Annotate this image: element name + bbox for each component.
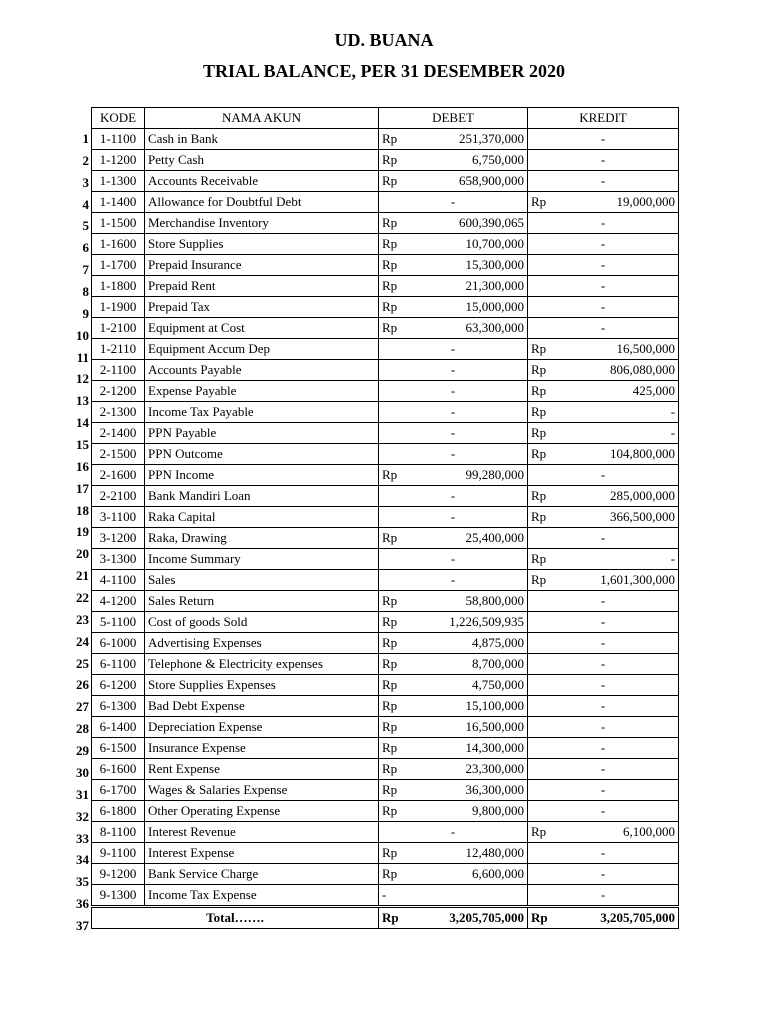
table-row — [92, 297, 679, 318]
kredit-amount: - — [528, 633, 679, 654]
debet-currency: Rp — [379, 297, 409, 318]
debet-amount: - — [379, 360, 528, 381]
account-name: Equipment at Cost — [145, 318, 379, 339]
account-name: Store Supplies Expenses — [145, 675, 379, 696]
kredit-amount: - — [528, 738, 679, 759]
table-row — [92, 528, 679, 549]
kredit-currency: Rp — [528, 381, 558, 402]
account-name: Interest Revenue — [145, 822, 379, 843]
debet-amount: 15,000,000 — [409, 297, 528, 318]
kredit-amount: - — [528, 759, 679, 780]
account-name: Telephone & Electricity expenses — [145, 654, 379, 675]
account-code: 1-1700 — [92, 255, 145, 276]
row-number: 7 — [82, 262, 89, 278]
kredit-amount: 104,800,000 — [558, 444, 679, 465]
company-name: UD. BUANA — [334, 30, 434, 50]
account-code: 2-1300 — [92, 402, 145, 423]
row-number: 18 — [76, 502, 89, 518]
debet-currency: Rp — [379, 465, 409, 486]
row-number: 16 — [76, 458, 89, 474]
account-code: 2-1200 — [92, 381, 145, 402]
row-number: 21 — [76, 568, 89, 584]
debet-amount: 16,500,000 — [409, 717, 528, 738]
table-row — [92, 507, 679, 528]
kredit-amount: - — [528, 801, 679, 822]
account-name: Store Supplies — [145, 234, 379, 255]
kredit-amount: - — [528, 864, 679, 885]
account-code: 1-1300 — [92, 171, 145, 192]
account-code: 6-1500 — [92, 738, 145, 759]
kredit-amount: - — [528, 171, 679, 192]
debet-amount: 600,390,065 — [409, 213, 528, 234]
account-code: 1-2110 — [92, 339, 145, 360]
account-code: 1-1600 — [92, 234, 145, 255]
table-row — [92, 822, 679, 843]
account-code: 6-1600 — [92, 759, 145, 780]
row-number: 13 — [76, 393, 89, 409]
debet-currency: Rp — [379, 234, 409, 255]
row-number: 22 — [76, 590, 89, 606]
table-row — [92, 654, 679, 675]
row-number: 19 — [76, 524, 89, 540]
row-number: 2 — [82, 152, 89, 168]
debet-amount: 251,370,000 — [409, 129, 528, 150]
debet-amount: - — [379, 549, 528, 570]
debet-currency: Rp — [379, 276, 409, 297]
account-name: Sales Return — [145, 591, 379, 612]
kredit-amount: 19,000,000 — [558, 192, 679, 213]
table-row — [92, 675, 679, 696]
row-number: 32 — [76, 808, 89, 824]
account-name: Rent Expense — [145, 759, 379, 780]
table-row — [92, 234, 679, 255]
row-number: 23 — [76, 611, 89, 627]
debet-amount: 12,480,000 — [409, 843, 528, 864]
debet-currency: Rp — [379, 633, 409, 654]
account-name: Wages & Salaries Expense — [145, 780, 379, 801]
kredit-amount: - — [528, 591, 679, 612]
debet-currency: Rp — [379, 717, 409, 738]
row-number: 10 — [76, 327, 89, 343]
account-name: Prepaid Rent — [145, 276, 379, 297]
account-name: Expense Payable — [145, 381, 379, 402]
account-name: PPN Outcome — [145, 444, 379, 465]
table-row — [92, 171, 679, 192]
row-number: 24 — [76, 633, 89, 649]
debet-amount: - — [379, 444, 528, 465]
row-number: 17 — [76, 480, 89, 496]
row-number: 29 — [76, 743, 89, 759]
kredit-currency: Rp — [528, 360, 558, 381]
debet-currency: Rp — [379, 528, 409, 549]
kredit-amount: - — [558, 549, 679, 570]
table-row — [92, 633, 679, 654]
account-name: Accounts Payable — [145, 360, 379, 381]
kredit-currency: Rp — [528, 192, 558, 213]
account-name: Raka Capital — [145, 507, 379, 528]
row-number: 26 — [76, 677, 89, 693]
account-code: 9-1300 — [92, 885, 145, 907]
total-kredit-amount: 3,205,705,000 — [558, 907, 679, 929]
row-number: 34 — [76, 852, 89, 868]
account-name: Bank Service Charge — [145, 864, 379, 885]
row-number: 11 — [76, 349, 89, 365]
account-name: Other Operating Expense — [145, 801, 379, 822]
account-code: 9-1100 — [92, 843, 145, 864]
account-code: 4-1200 — [92, 591, 145, 612]
row-number: 8 — [82, 284, 89, 300]
debet-amount: 63,300,000 — [409, 318, 528, 339]
table-row — [92, 591, 679, 612]
kredit-currency: Rp — [528, 507, 558, 528]
kredit-amount: - — [528, 150, 679, 171]
row-number: 25 — [76, 655, 89, 671]
account-code: 4-1100 — [92, 570, 145, 591]
debet-amount: 6,750,000 — [409, 150, 528, 171]
table-row — [92, 759, 679, 780]
table-row — [92, 129, 679, 150]
account-name: Advertising Expenses — [145, 633, 379, 654]
table-row — [92, 423, 679, 444]
debet-amount: - — [379, 822, 528, 843]
kredit-amount: - — [528, 675, 679, 696]
debet-currency: Rp — [379, 150, 409, 171]
header-nama-akun: NAMA AKUN — [145, 108, 379, 129]
debet-currency: Rp — [379, 843, 409, 864]
total-debet-amount: 3,205,705,000 — [409, 907, 528, 929]
table-row — [92, 255, 679, 276]
account-name: Income Tax Payable — [145, 402, 379, 423]
row-number: 9 — [82, 305, 89, 321]
kredit-currency: Rp — [528, 549, 558, 570]
row-number: 31 — [76, 786, 89, 802]
debet-amount: - — [379, 507, 528, 528]
kredit-currency: Rp — [528, 570, 558, 591]
kredit-amount: - — [528, 717, 679, 738]
table-row — [92, 276, 679, 297]
debet-currency: Rp — [379, 213, 409, 234]
account-name: Cost of goods Sold — [145, 612, 379, 633]
table-row — [92, 801, 679, 822]
debet-amount: - — [379, 486, 528, 507]
table-row — [92, 570, 679, 591]
debet-amount: 6,600,000 — [409, 864, 528, 885]
account-name: Bad Debt Expense — [145, 696, 379, 717]
kredit-currency: Rp — [528, 486, 558, 507]
account-code: 9-1200 — [92, 864, 145, 885]
account-name: Cash in Bank — [145, 129, 379, 150]
account-name: Interest Expense — [145, 843, 379, 864]
debet-amount: 15,100,000 — [409, 696, 528, 717]
table-row — [92, 843, 679, 864]
kredit-currency: Rp — [528, 339, 558, 360]
row-number: 14 — [76, 415, 89, 431]
table-row — [92, 192, 679, 213]
total-debet-currency: Rp — [379, 907, 409, 929]
account-code: 6-1200 — [92, 675, 145, 696]
table-row — [92, 150, 679, 171]
kredit-amount: - — [528, 276, 679, 297]
kredit-amount: - — [528, 465, 679, 486]
debet-amount: 4,875,000 — [409, 633, 528, 654]
debet-currency: Rp — [379, 780, 409, 801]
table-row — [92, 444, 679, 465]
row-number: 1 — [82, 131, 89, 146]
debet-currency: Rp — [379, 129, 409, 150]
account-code: 3-1100 — [92, 507, 145, 528]
account-name: Allowance for Doubtful Debt — [145, 192, 379, 213]
row-number: 5 — [82, 218, 89, 234]
kredit-amount: - — [528, 780, 679, 801]
debet-amount: 10,700,000 — [409, 234, 528, 255]
table-row — [92, 549, 679, 570]
account-code: 3-1200 — [92, 528, 145, 549]
row-number: 30 — [76, 764, 89, 780]
row-number: 3 — [82, 174, 89, 190]
debet-currency: - — [379, 885, 528, 907]
table-row — [92, 402, 679, 423]
table-row — [92, 612, 679, 633]
table-row — [92, 213, 679, 234]
table-row — [92, 486, 679, 507]
account-code: 2-1500 — [92, 444, 145, 465]
debet-amount: 36,300,000 — [409, 780, 528, 801]
debet-amount: 14,300,000 — [409, 738, 528, 759]
kredit-amount: - — [528, 318, 679, 339]
debet-amount: - — [379, 402, 528, 423]
debet-amount: - — [379, 570, 528, 591]
debet-amount: - — [379, 192, 528, 213]
account-code: 1-1200 — [92, 150, 145, 171]
debet-currency: Rp — [379, 612, 409, 633]
debet-amount: 25,400,000 — [409, 528, 528, 549]
account-name: Raka, Drawing — [145, 528, 379, 549]
kredit-amount: - — [528, 297, 679, 318]
debet-amount: 58,800,000 — [409, 591, 528, 612]
debet-amount: 9,800,000 — [409, 801, 528, 822]
account-code: 6-1700 — [92, 780, 145, 801]
kredit-amount: 16,500,000 — [558, 339, 679, 360]
report-title: TRIAL BALANCE, PER 31 DESEMBER 2020 — [202, 61, 566, 81]
row-number: 35 — [76, 874, 89, 890]
kredit-currency: Rp — [528, 822, 558, 843]
kredit-amount: 1,601,300,000 — [558, 570, 679, 591]
kredit-amount: - — [558, 423, 679, 444]
kredit-amount: - — [528, 528, 679, 549]
table-row — [92, 738, 679, 759]
account-name: PPN Payable — [145, 423, 379, 444]
header-kredit: KREDIT — [528, 108, 679, 129]
account-name: Accounts Receivable — [145, 171, 379, 192]
row-number-column — [60, 128, 90, 937]
trial-balance-table — [91, 107, 679, 929]
account-name: PPN Income — [145, 465, 379, 486]
account-code: 6-1100 — [92, 654, 145, 675]
debet-currency: Rp — [379, 759, 409, 780]
account-code: 6-1300 — [92, 696, 145, 717]
kredit-amount: - — [528, 612, 679, 633]
account-name: Petty Cash — [145, 150, 379, 171]
row-number: 28 — [76, 721, 89, 737]
kredit-amount: - — [558, 402, 679, 423]
account-code: 5-1100 — [92, 612, 145, 633]
debet-amount: 8,700,000 — [409, 654, 528, 675]
kredit-currency: Rp — [528, 423, 558, 444]
account-code: 1-1500 — [92, 213, 145, 234]
account-code: 6-1400 — [92, 717, 145, 738]
account-name: Merchandise Inventory — [145, 213, 379, 234]
account-code: 1-1800 — [92, 276, 145, 297]
debet-currency: Rp — [379, 801, 409, 822]
account-name: Insurance Expense — [145, 738, 379, 759]
kredit-amount: - — [528, 885, 679, 907]
account-code: 1-1100 — [92, 129, 145, 150]
row-number: 33 — [76, 830, 89, 846]
debet-amount: 658,900,000 — [409, 171, 528, 192]
account-name: Income Summary — [145, 549, 379, 570]
kredit-amount: 6,100,000 — [558, 822, 679, 843]
table-row — [92, 780, 679, 801]
debet-amount: 21,300,000 — [409, 276, 528, 297]
kredit-amount: 425,000 — [558, 381, 679, 402]
kredit-currency: Rp — [528, 444, 558, 465]
debet-currency: Rp — [379, 654, 409, 675]
debet-amount: - — [379, 381, 528, 402]
kredit-amount: - — [528, 129, 679, 150]
table-row — [92, 360, 679, 381]
debet-amount: 4,750,000 — [409, 675, 528, 696]
debet-currency: Rp — [379, 171, 409, 192]
table-row — [92, 339, 679, 360]
debet-currency: Rp — [379, 255, 409, 276]
kredit-amount: - — [528, 696, 679, 717]
table-row — [92, 381, 679, 402]
kredit-currency: Rp — [528, 402, 558, 423]
header-kode: KODE — [92, 108, 145, 129]
account-name: Sales — [145, 570, 379, 591]
kredit-amount: - — [528, 213, 679, 234]
kredit-amount: - — [528, 234, 679, 255]
debet-amount: 99,280,000 — [409, 465, 528, 486]
row-number: 12 — [76, 371, 89, 387]
row-number: 4 — [82, 196, 89, 212]
kredit-amount: 806,080,000 — [558, 360, 679, 381]
account-code: 8-1100 — [92, 822, 145, 843]
account-code: 2-2100 — [92, 486, 145, 507]
account-code: 3-1300 — [92, 549, 145, 570]
table-row — [92, 465, 679, 486]
debet-amount: - — [379, 339, 528, 360]
table-row — [92, 864, 679, 885]
account-name: Income Tax Expense — [145, 885, 379, 907]
kredit-amount: - — [528, 654, 679, 675]
account-code: 1-2100 — [92, 318, 145, 339]
debet-amount: 1,226,509,935 — [409, 612, 528, 633]
kredit-amount: - — [528, 843, 679, 864]
kredit-amount: 366,500,000 — [558, 507, 679, 528]
table-row — [92, 885, 679, 907]
debet-amount: 15,300,000 — [409, 255, 528, 276]
row-number: 6 — [82, 240, 89, 256]
row-number: 15 — [76, 437, 89, 453]
row-number: 36 — [76, 896, 89, 912]
row-number: 20 — [76, 546, 89, 562]
account-name: Prepaid Insurance — [145, 255, 379, 276]
row-number: 37 — [76, 917, 89, 933]
debet-currency: Rp — [379, 591, 409, 612]
debet-currency: Rp — [379, 738, 409, 759]
debet-currency: Rp — [379, 864, 409, 885]
account-code: 1-1400 — [92, 192, 145, 213]
account-name: Prepaid Tax — [145, 297, 379, 318]
debet-amount: 23,300,000 — [409, 759, 528, 780]
account-code: 6-1800 — [92, 801, 145, 822]
table-row — [92, 318, 679, 339]
account-code: 2-1600 — [92, 465, 145, 486]
debet-amount: - — [379, 423, 528, 444]
debet-currency: Rp — [379, 318, 409, 339]
header-debet: DEBET — [379, 108, 528, 129]
account-code: 2-1400 — [92, 423, 145, 444]
kredit-amount: 285,000,000 — [558, 486, 679, 507]
kredit-amount: - — [528, 255, 679, 276]
debet-currency: Rp — [379, 675, 409, 696]
debet-currency: Rp — [379, 696, 409, 717]
table-header-row — [92, 108, 679, 129]
account-name: Depreciation Expense — [145, 717, 379, 738]
table-row — [92, 696, 679, 717]
total-label: Total……. — [92, 907, 379, 929]
account-name: Bank Mandiri Loan — [145, 486, 379, 507]
row-number: 27 — [76, 699, 89, 715]
total-row — [92, 907, 679, 929]
account-code: 2-1100 — [92, 360, 145, 381]
account-name: Equipment Accum Dep — [145, 339, 379, 360]
total-kredit-currency: Rp — [528, 907, 558, 929]
account-code: 6-1000 — [92, 633, 145, 654]
account-code: 1-1900 — [92, 297, 145, 318]
table-row — [92, 717, 679, 738]
